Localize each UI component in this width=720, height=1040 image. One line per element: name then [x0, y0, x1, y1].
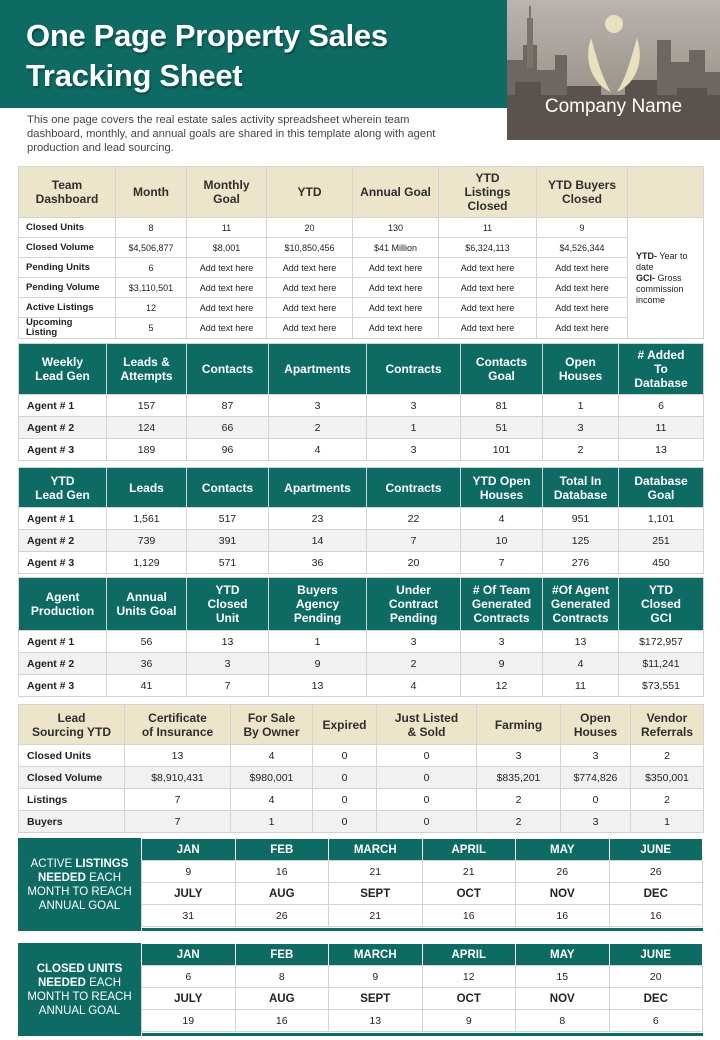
- cell: 87: [187, 395, 269, 417]
- month-value: 16: [609, 904, 704, 927]
- row-label: Agent # 1: [19, 508, 107, 530]
- cell: 4: [231, 789, 313, 811]
- table-row: [19, 298, 704, 318]
- month-header: APRIL: [422, 943, 517, 966]
- month-value: 9: [141, 860, 236, 883]
- team-col-header: YTD Listings Closed: [439, 167, 537, 218]
- month-value: 12: [422, 965, 517, 988]
- cell: $3,110,501: [116, 278, 187, 298]
- cell: 571: [187, 552, 269, 574]
- cell: Add text here: [187, 278, 267, 298]
- column-header: Contacts Goal: [461, 344, 543, 395]
- closed-units-month-grid: [142, 943, 703, 1031]
- table-row: [19, 417, 704, 439]
- cell: 1: [269, 631, 367, 653]
- month-header: APRIL: [422, 838, 517, 861]
- cell: 157: [107, 395, 187, 417]
- team-col-header: Monthly Goal: [187, 167, 267, 218]
- row-label: Agent # 3: [19, 439, 107, 461]
- month-value: 26: [515, 860, 610, 883]
- team-col-header: YTD: [267, 167, 353, 218]
- person-leaf-logo-icon: [583, 14, 645, 94]
- page-title: One Page Property Sales Tracking Sheet: [26, 18, 388, 93]
- cell: 0: [313, 745, 377, 767]
- month-header: JAN: [141, 943, 236, 966]
- month-value: 15: [515, 965, 610, 988]
- divider: [142, 928, 703, 931]
- cell: $10,850,456: [267, 238, 353, 258]
- cell: 0: [561, 789, 631, 811]
- cell: 22: [367, 508, 461, 530]
- cell: 3: [367, 395, 461, 417]
- table-row: [19, 258, 704, 278]
- row-label: Buyers: [19, 811, 125, 833]
- month-value: 21: [422, 860, 517, 883]
- cell: 189: [107, 439, 187, 461]
- column-header: Weekly Lead Gen: [19, 344, 107, 395]
- agent-production-table: [18, 577, 704, 697]
- cell: 9: [461, 653, 543, 675]
- row-label: Agent # 3: [19, 675, 107, 697]
- cell: Add text here: [267, 318, 353, 339]
- column-header: Database Goal: [619, 468, 704, 508]
- cell: $350,001: [631, 767, 704, 789]
- cell: 4: [269, 439, 367, 461]
- column-header: Open Houses: [561, 705, 631, 745]
- active-listings-needed-block: [18, 838, 703, 931]
- table-row: [19, 653, 704, 675]
- cell: $11,241: [619, 653, 704, 675]
- cell: 5: [116, 318, 187, 339]
- column-header: Expired: [313, 705, 377, 745]
- column-header: Annual Units Goal: [107, 578, 187, 631]
- cell: 10: [461, 530, 543, 552]
- team-col-header: Month: [116, 167, 187, 218]
- row-label: Closed Units: [19, 218, 116, 238]
- table-row: [19, 238, 704, 258]
- cell: $8,910,431: [125, 767, 231, 789]
- table-row: [19, 745, 704, 767]
- month-value: 20: [609, 965, 704, 988]
- cell: Add text here: [537, 298, 628, 318]
- column-header: YTD Closed Unit: [187, 578, 269, 631]
- month-header: MAY: [515, 838, 610, 861]
- row-label: Listings: [19, 789, 125, 811]
- month-value: 16: [422, 904, 517, 927]
- cell: 124: [107, 417, 187, 439]
- row-label: Agent # 1: [19, 631, 107, 653]
- title-band: [0, 0, 507, 108]
- column-header: Just Listed & Sold: [377, 705, 477, 745]
- cell: 450: [619, 552, 704, 574]
- cell: 2: [367, 653, 461, 675]
- column-header: Contracts: [367, 468, 461, 508]
- table-row: [19, 218, 704, 238]
- cell: 7: [461, 552, 543, 574]
- cell: 2: [477, 789, 561, 811]
- team-dashboard-table: [18, 166, 704, 339]
- month-value: 26: [609, 860, 704, 883]
- cell: 3: [561, 811, 631, 833]
- cell: 13: [543, 631, 619, 653]
- cell: 20: [267, 218, 353, 238]
- row-label: Pending Volume: [19, 278, 116, 298]
- row-label: Agent # 1: [19, 395, 107, 417]
- team-col-header: Annual Goal: [353, 167, 439, 218]
- table-row: [19, 631, 704, 653]
- cell: 4: [461, 508, 543, 530]
- table-row: [19, 395, 704, 417]
- cell: 20: [367, 552, 461, 574]
- column-header: Leads & Attempts: [107, 344, 187, 395]
- hero-image: [507, 0, 720, 140]
- company-name: Company Name: [544, 96, 683, 117]
- row-label: Agent # 3: [19, 552, 107, 574]
- cell: 1: [631, 811, 704, 833]
- table-row: [19, 767, 704, 789]
- column-header: Buyers Agency Pending: [269, 578, 367, 631]
- cell: 7: [367, 530, 461, 552]
- table-row: [19, 508, 704, 530]
- month-header: AUG: [235, 987, 330, 1010]
- month-value: 13: [328, 1009, 423, 1032]
- team-col-header: [628, 167, 704, 218]
- row-label: Agent # 2: [19, 653, 107, 675]
- column-header: # Of Team Generated Contracts: [461, 578, 543, 631]
- cell: 125: [543, 530, 619, 552]
- row-label: Pending Units: [19, 258, 116, 278]
- cell: 66: [187, 417, 269, 439]
- column-header: YTD Lead Gen: [19, 468, 107, 508]
- column-header: Open Houses: [543, 344, 619, 395]
- cell: Add text here: [439, 258, 537, 278]
- cell: 1,101: [619, 508, 704, 530]
- month-value: 21: [328, 860, 423, 883]
- cell: 0: [377, 745, 477, 767]
- cell: 6: [619, 395, 704, 417]
- column-header: Contacts: [187, 468, 269, 508]
- cell: 251: [619, 530, 704, 552]
- month-value: 16: [235, 860, 330, 883]
- active-listings-label: ACTIVE LISTINGS NEEDED EACH MONTH TO REACH ANNUAL GOAL: [18, 838, 141, 931]
- column-header: Vendor Referrals: [631, 705, 704, 745]
- cell: $835,201: [477, 767, 561, 789]
- cell: 3: [269, 395, 367, 417]
- cell: 23: [269, 508, 367, 530]
- cell: Add text here: [353, 318, 439, 339]
- cell: 0: [377, 811, 477, 833]
- ytd-lead-gen-table: [18, 467, 704, 574]
- cell: 517: [187, 508, 269, 530]
- cell: 36: [269, 552, 367, 574]
- cell: $73,551: [619, 675, 704, 697]
- cell: 4: [367, 675, 461, 697]
- row-label: Closed Units: [19, 745, 125, 767]
- cell: Add text here: [187, 258, 267, 278]
- cell: 2: [477, 811, 561, 833]
- table-row: [19, 278, 704, 298]
- month-header: AUG: [235, 882, 330, 905]
- cell: 11: [439, 218, 537, 238]
- cell: 81: [461, 395, 543, 417]
- weekly-lead-gen-table: [18, 343, 704, 461]
- cell: 1: [543, 395, 619, 417]
- table-row: [19, 675, 704, 697]
- month-header: DEC: [609, 987, 704, 1010]
- cell: 13: [187, 631, 269, 653]
- column-header: Under Contract Pending: [367, 578, 461, 631]
- cell: 9: [269, 653, 367, 675]
- month-header: FEB: [235, 838, 330, 861]
- intro-text: This one page covers the real estate sales activity spreadsheet wherein team dashboard, monthly, and annual goals are shared in this template along with agent production and lead sourcing.: [27, 114, 436, 154]
- cell: Add text here: [353, 258, 439, 278]
- lead-sourcing-table: [18, 704, 704, 833]
- cell: 12: [461, 675, 543, 697]
- month-value: 16: [235, 1009, 330, 1032]
- row-label: Active Listings: [19, 298, 116, 318]
- cell: 96: [187, 439, 269, 461]
- cell: 0: [377, 767, 477, 789]
- column-header: Agent Production: [19, 578, 107, 631]
- month-header: OCT: [422, 882, 517, 905]
- cell: 2: [631, 789, 704, 811]
- month-header: JULY: [141, 987, 236, 1010]
- cell: Add text here: [267, 258, 353, 278]
- cell: 3: [367, 439, 461, 461]
- active-listings-month-grid: [142, 838, 703, 926]
- month-header: MARCH: [328, 943, 423, 966]
- month-header: FEB: [235, 943, 330, 966]
- cell: 1,129: [107, 552, 187, 574]
- column-header: Contracts: [367, 344, 461, 395]
- month-header: OCT: [422, 987, 517, 1010]
- closed-units-label: CLOSED UNITS NEEDED EACH MONTH TO REACH ANNUAL GOAL: [18, 943, 141, 1036]
- column-header: Leads: [107, 468, 187, 508]
- cell: Add text here: [353, 278, 439, 298]
- table-row: [19, 552, 704, 574]
- cell: 0: [377, 789, 477, 811]
- cell: 3: [561, 745, 631, 767]
- month-header: NOV: [515, 987, 610, 1010]
- column-header: # Added To Database: [619, 344, 704, 395]
- column-header: Lead Sourcing YTD: [19, 705, 125, 745]
- cell: 3: [543, 417, 619, 439]
- cell: Add text here: [537, 278, 628, 298]
- month-header: DEC: [609, 882, 704, 905]
- cell: 2: [543, 439, 619, 461]
- cell: Add text here: [439, 278, 537, 298]
- cell: 36: [107, 653, 187, 675]
- month-header: JAN: [141, 838, 236, 861]
- cell: 56: [107, 631, 187, 653]
- cell: $774,826: [561, 767, 631, 789]
- cell: $41 Million: [353, 238, 439, 258]
- divider: [142, 1033, 703, 1036]
- cell: 3: [477, 745, 561, 767]
- month-value: 6: [609, 1009, 704, 1032]
- cell: 12: [116, 298, 187, 318]
- cell: Add text here: [439, 318, 537, 339]
- cell: 7: [125, 811, 231, 833]
- cell: 13: [269, 675, 367, 697]
- month-value: 21: [328, 904, 423, 927]
- cell: 4: [231, 745, 313, 767]
- month-header: NOV: [515, 882, 610, 905]
- cell: 739: [107, 530, 187, 552]
- cell: 3: [461, 631, 543, 653]
- cell: 13: [125, 745, 231, 767]
- column-header: Apartments: [269, 344, 367, 395]
- month-value: 9: [328, 965, 423, 988]
- month-header: MAY: [515, 943, 610, 966]
- month-value: 26: [235, 904, 330, 927]
- column-header: For Sale By Owner: [231, 705, 313, 745]
- cell: Add text here: [267, 298, 353, 318]
- cell: 0: [313, 767, 377, 789]
- column-header: Farming: [477, 705, 561, 745]
- month-header: JUNE: [609, 838, 704, 861]
- month-header: JULY: [141, 882, 236, 905]
- cell: Add text here: [537, 318, 628, 339]
- closed-units-needed-block: [18, 943, 703, 1036]
- table-row: [19, 439, 704, 461]
- month-value: 19: [141, 1009, 236, 1032]
- cell: 4: [543, 653, 619, 675]
- cell: 391: [187, 530, 269, 552]
- cell: 276: [543, 552, 619, 574]
- cell: 1: [367, 417, 461, 439]
- row-label: Upcoming Listing: [19, 318, 116, 339]
- cell: Add text here: [537, 258, 628, 278]
- cell: 1,561: [107, 508, 187, 530]
- column-header: Total In Database: [543, 468, 619, 508]
- cell: 130: [353, 218, 439, 238]
- table-row: [19, 811, 704, 833]
- column-header: YTD Open Houses: [461, 468, 543, 508]
- column-header: #Of Agent Generated Contracts: [543, 578, 619, 631]
- cell: 1: [231, 811, 313, 833]
- column-header: Certificate of Insurance: [125, 705, 231, 745]
- cell: Add text here: [187, 298, 267, 318]
- month-header: SEPT: [328, 987, 423, 1010]
- month-value: 16: [515, 904, 610, 927]
- month-value: 31: [141, 904, 236, 927]
- cell: 0: [313, 811, 377, 833]
- month-value: 8: [515, 1009, 610, 1032]
- month-value: 8: [235, 965, 330, 988]
- cell: 8: [116, 218, 187, 238]
- abbreviation-note: YTD- Year to date GCI- Gross commission income: [628, 218, 704, 339]
- cell: Add text here: [353, 298, 439, 318]
- month-header: SEPT: [328, 882, 423, 905]
- row-label: Agent # 2: [19, 417, 107, 439]
- table-row: [19, 530, 704, 552]
- row-label: Closed Volume: [19, 238, 116, 258]
- cell: 11: [619, 417, 704, 439]
- cell: $4,506,877: [116, 238, 187, 258]
- cell: 0: [313, 789, 377, 811]
- cell: 3: [187, 653, 269, 675]
- team-col-header: Team Dashboard: [19, 167, 116, 218]
- cell: $6,324,113: [439, 238, 537, 258]
- cell: 7: [187, 675, 269, 697]
- cell: $8,001: [187, 238, 267, 258]
- column-header: Apartments: [269, 468, 367, 508]
- cell: 51: [461, 417, 543, 439]
- cell: Add text here: [267, 278, 353, 298]
- month-header: MARCH: [328, 838, 423, 861]
- cell: $172,957: [619, 631, 704, 653]
- row-label: Closed Volume: [19, 767, 125, 789]
- cell: 951: [543, 508, 619, 530]
- cell: 11: [187, 218, 267, 238]
- column-header: Contacts: [187, 344, 269, 395]
- cell: Add text here: [439, 298, 537, 318]
- cell: 6: [116, 258, 187, 278]
- cell: 41: [107, 675, 187, 697]
- cell: 9: [537, 218, 628, 238]
- cell: Add text here: [187, 318, 267, 339]
- cell: $4,526,344: [537, 238, 628, 258]
- table-row: [19, 318, 704, 339]
- cell: 2: [269, 417, 367, 439]
- cell: 2: [631, 745, 704, 767]
- cell: 7: [125, 789, 231, 811]
- cell: 13: [619, 439, 704, 461]
- cell: 3: [367, 631, 461, 653]
- month-header: JUNE: [609, 943, 704, 966]
- cell: 14: [269, 530, 367, 552]
- team-col-header: YTD Buyers Closed: [537, 167, 628, 218]
- row-label: Agent # 2: [19, 530, 107, 552]
- month-value: 9: [422, 1009, 517, 1032]
- table-row: [19, 789, 704, 811]
- cell: $980,001: [231, 767, 313, 789]
- column-header: YTD Closed GCI: [619, 578, 704, 631]
- month-value: 6: [141, 965, 236, 988]
- cell: 11: [543, 675, 619, 697]
- cell: 101: [461, 439, 543, 461]
